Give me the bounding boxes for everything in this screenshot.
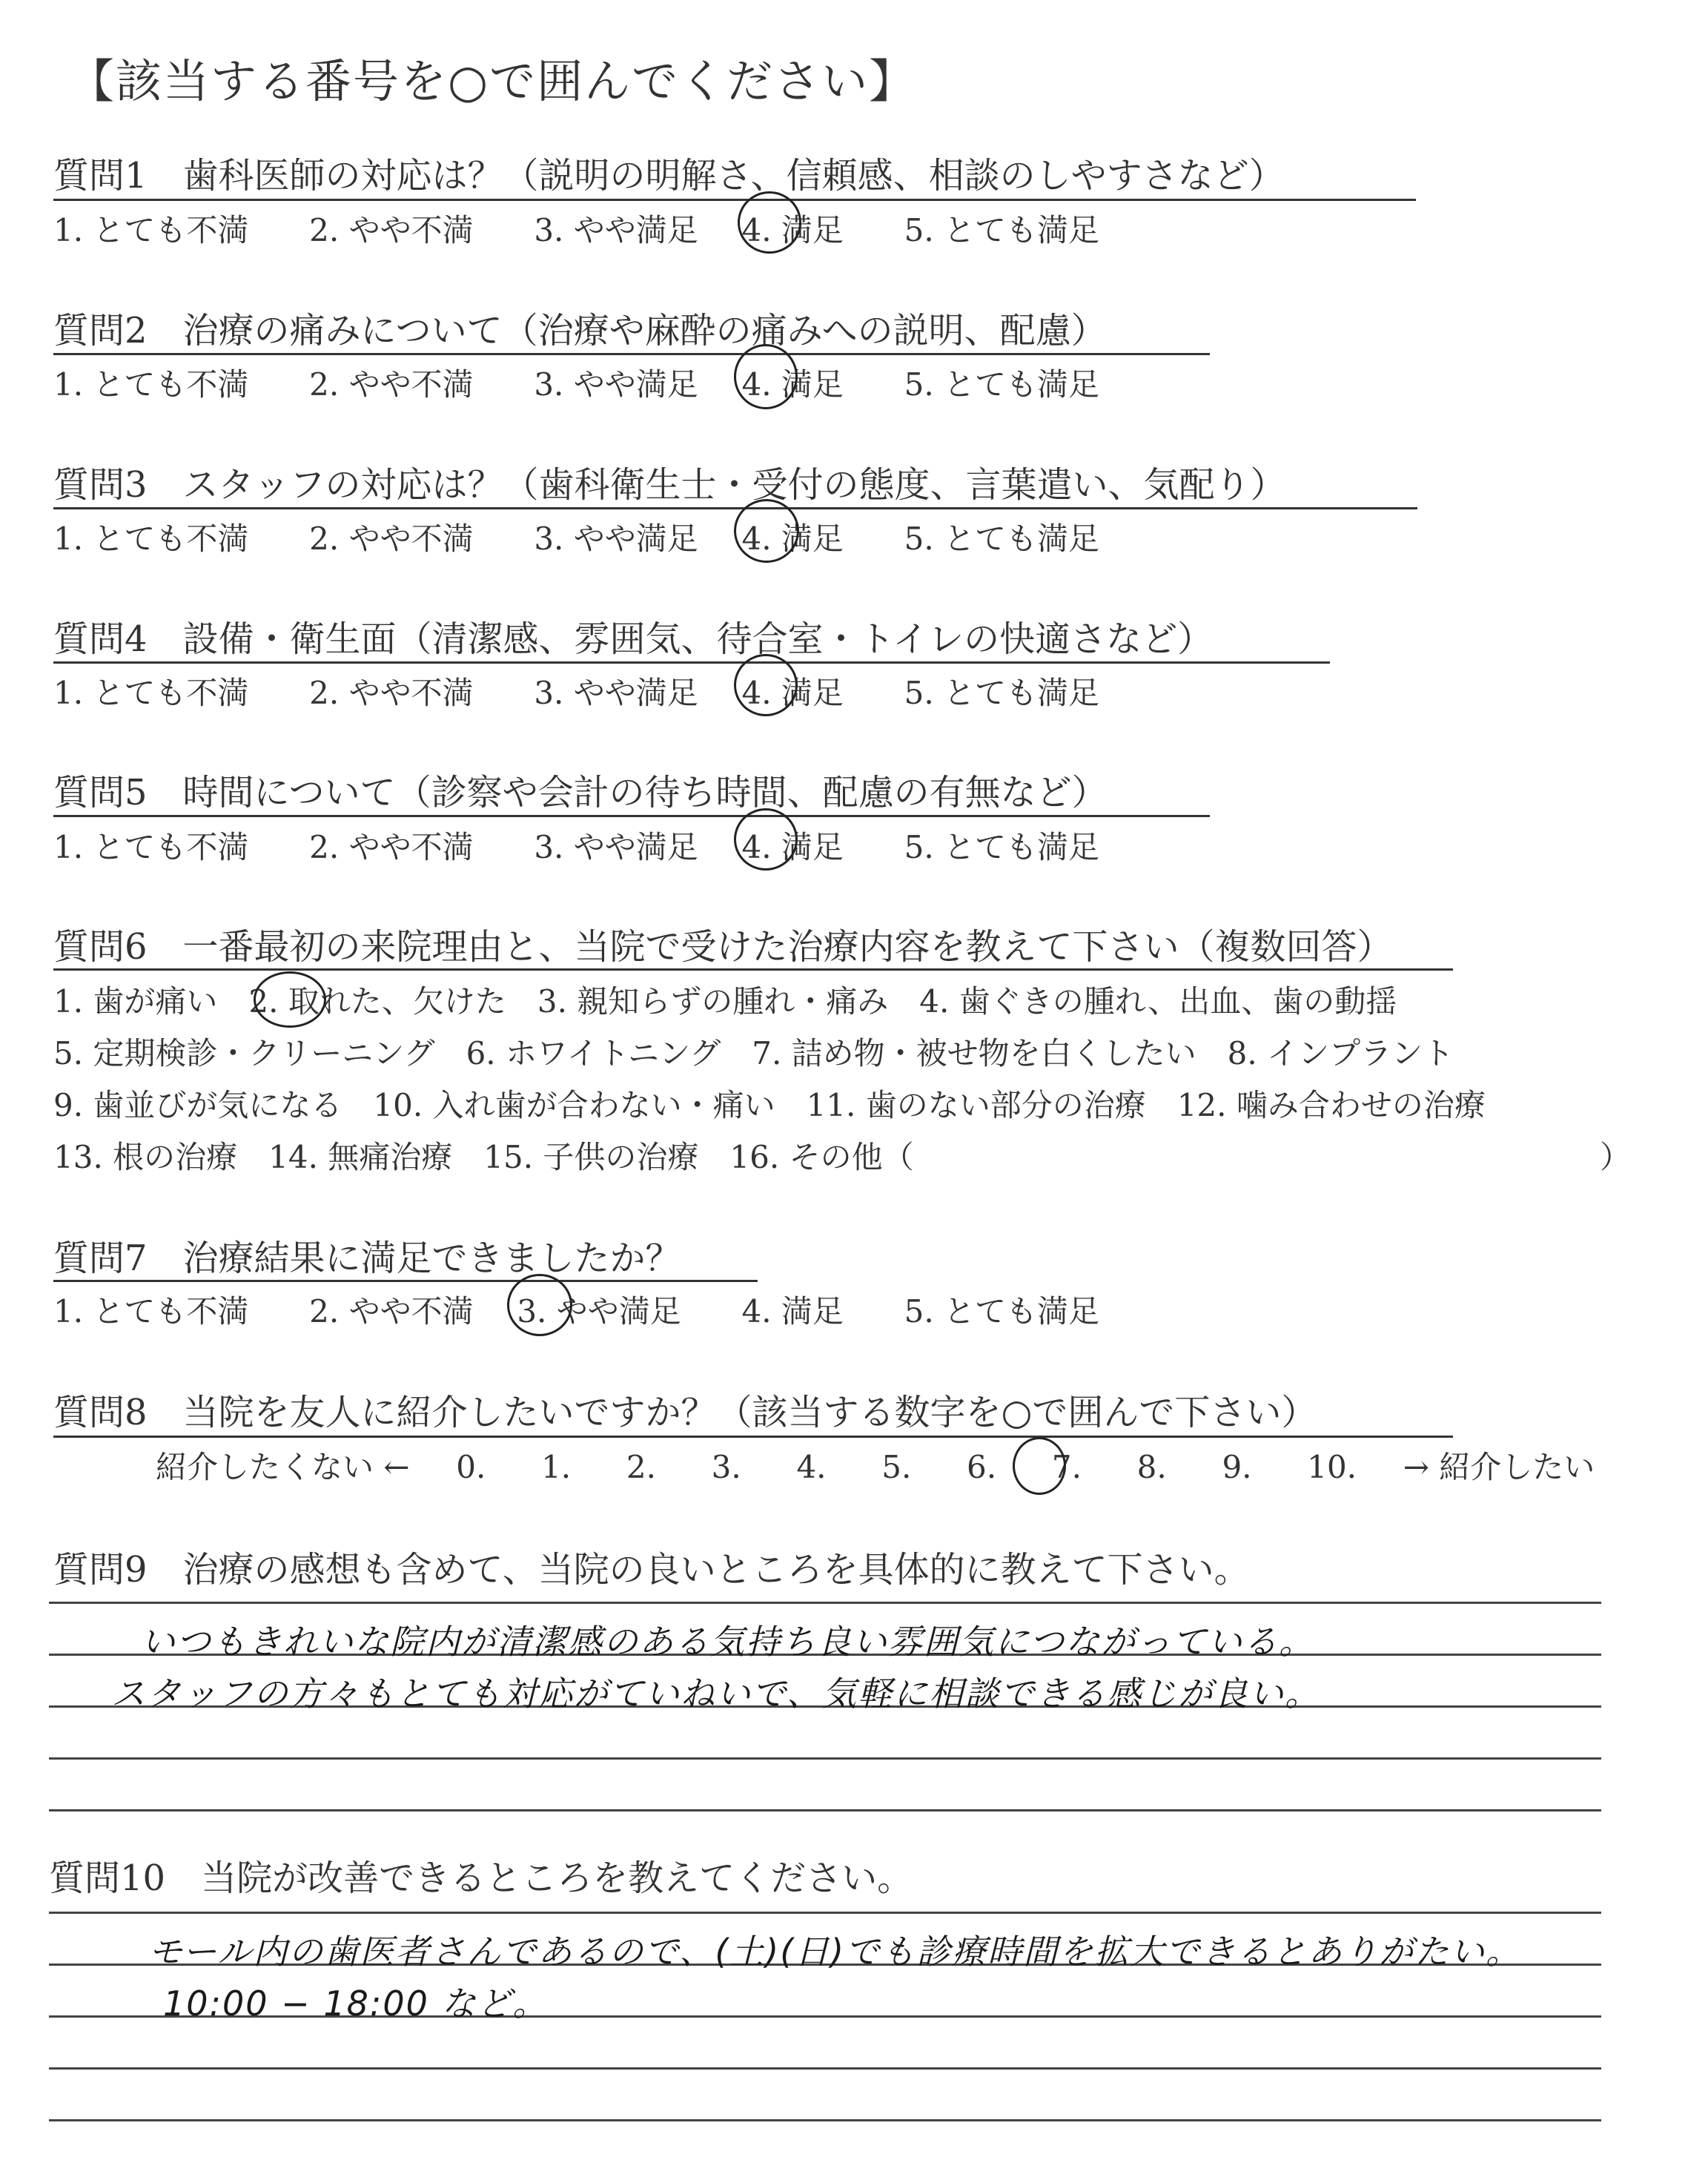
option-2[interactable]: 2. やや不満 [309, 829, 474, 865]
scale-9[interactable]: 9. [1222, 1449, 1252, 1485]
question-7-underline [53, 1280, 758, 1282]
question-4-label: 質問4 設備・衛生面（清潔感、雰囲気、待合室・トイレの快適さなど） [53, 618, 1214, 660]
option-5[interactable]: 5. とても満足 [904, 212, 1100, 248]
scale-1[interactable]: 1. [541, 1449, 572, 1485]
question-3-label: 質問3 スタッフの対応は？（歯科衛生士・受付の態度、言葉遣い、気配り） [53, 464, 1286, 506]
answer-rule [49, 1757, 1601, 1760]
option-1[interactable]: 1. とても不満 [53, 366, 249, 403]
question-8-label: 質問8 当院を友人に紹介したいですか？（該当する数字を○で囲んで下さい） [53, 1392, 1317, 1433]
answer-circle [734, 654, 798, 716]
answer-rule [49, 1602, 1601, 1604]
scale-7[interactable]: 7. [1051, 1449, 1082, 1485]
question-6-row-2[interactable]: 5. 定期検診・クリーニング 6. ホワイトニング 7. 詰め物・被せ物を白くしたい 8. インプラント [53, 1035, 1454, 1071]
answer-rule [49, 2119, 1601, 2121]
option-3[interactable]: 3. やや満足 [534, 521, 698, 557]
scale-2[interactable]: 2. [626, 1449, 656, 1485]
scale-10[interactable]: 10. [1307, 1449, 1357, 1485]
option-2[interactable]: 2. やや不満 [309, 675, 474, 711]
question-6-label: 質問6 一番最初の来院理由と、当院で受けた治療内容を教えて下さい（複数回答） [53, 926, 1393, 968]
question-1-options [53, 206, 1099, 251]
scale-6[interactable]: 6. [967, 1449, 997, 1485]
option-4[interactable]: 4. 満足 [741, 212, 844, 248]
answer-circle [734, 499, 799, 563]
question-5-label: 質問5 時間について（診察や会計の待ち時間、配慮の有無など） [53, 772, 1108, 813]
scale-right-label: → 紹介したい [1403, 1449, 1595, 1485]
option-1[interactable]: 1. とても不満 [53, 212, 249, 248]
option-2[interactable]: 2. やや不満 [309, 212, 474, 248]
question-6-row-1[interactable]: 1. 歯が痛い 2. 取れた、欠けた 3. 親知らずの腫れ・痛み 4. 歯ぐきの腫れ、出血、歯の動揺 [53, 983, 1397, 1020]
answer-rule [49, 1809, 1601, 1811]
question-3-underline [53, 507, 1417, 509]
question-6-row-3[interactable]: 9. 歯並びが気になる 10. 入れ歯が合わない・痛い 11. 歯のない部分の治療 12. 噛み合わせの治療 [53, 1087, 1486, 1123]
q10-answer-line-2[interactable]: 10:00 − 18:00 など。 [163, 1984, 549, 2024]
scale-3[interactable]: 3. [711, 1449, 741, 1485]
scale-0[interactable]: 0. [456, 1449, 486, 1485]
option-5[interactable]: 5. とても満足 [904, 675, 1100, 711]
scale-left-label: 紹介したくない ← [156, 1449, 410, 1485]
question-5-underline [53, 815, 1210, 817]
question-9-label: 質問9 治療の感想も含めて、当院の良いところを具体的に教えて下さい。 [53, 1549, 1250, 1591]
option-2[interactable]: 2. やや不満 [309, 521, 474, 557]
answer-circle [254, 971, 326, 1028]
option-4[interactable]: 4. 満足 [741, 366, 844, 403]
answer-rule [49, 2067, 1601, 2070]
option-1[interactable]: 1. とても不満 [53, 675, 249, 711]
option-5[interactable]: 5. とても満足 [904, 1293, 1100, 1330]
answer-circle [734, 808, 798, 871]
question-2-underline [53, 353, 1210, 355]
answer-circle [1013, 1437, 1066, 1495]
option-4[interactable]: 4. 満足 [741, 675, 844, 711]
question-5-options [53, 823, 1099, 868]
answer-circle [507, 1274, 572, 1336]
option-5[interactable]: 5. とても満足 [904, 521, 1100, 557]
option-3[interactable]: 3. やや満足 [534, 829, 698, 865]
question-4-options [53, 669, 1099, 713]
option-4[interactable]: 4. 満足 [741, 829, 844, 865]
option-1[interactable]: 1. とても不満 [53, 829, 249, 865]
question-10-label: 質問10 当院が改善できるところを教えてください。 [49, 1857, 913, 1899]
option-3[interactable]: 3. やや満足 [534, 366, 698, 403]
q9-answer-line-1[interactable]: いつもきれいな院内が清潔感のある気持ち良い雰囲気につながっている。 [141, 1622, 1315, 1662]
option-3[interactable]: 3. やや満足 [534, 212, 698, 248]
page-title: 【該当する番号を○で囲んでください】 [68, 54, 917, 108]
scale-5[interactable]: 5. [881, 1449, 912, 1485]
answer-circle [738, 191, 801, 254]
question-7-label: 質問7 治療結果に満足できましたか？ [53, 1238, 681, 1279]
option-4[interactable]: 4. 満足 [741, 521, 844, 557]
scale-4[interactable]: 4. [796, 1449, 827, 1485]
question-7-options [53, 1287, 1099, 1332]
question-2-label: 質問2 治療の痛みについて（治療や麻酔の痛みへの説明、配慮） [53, 310, 1107, 351]
option-3[interactable]: 3. やや満足 [534, 675, 698, 711]
option-4[interactable]: 4. 満足 [741, 1293, 844, 1330]
option-3[interactable]: 3. やや満足 [517, 1293, 681, 1330]
option-1[interactable]: 1. とても不満 [53, 521, 249, 557]
question-1-underline [53, 199, 1416, 201]
question-3-options [53, 515, 1099, 559]
option-2[interactable]: 2. やや不満 [309, 1293, 474, 1330]
option-5[interactable]: 5. とても満足 [904, 829, 1100, 865]
question-1-label: 質問1 歯科医師の対応は？（説明の明解さ、信頼感、相談のしやすさなど） [53, 155, 1285, 196]
question-6-underline [53, 968, 1453, 971]
question-4-underline [53, 661, 1330, 664]
other-close-paren: ） [1600, 1139, 1632, 1175]
referral-scale [156, 1443, 1595, 1487]
option-5[interactable]: 5. とても満足 [904, 366, 1100, 403]
question-8-underline [53, 1436, 1453, 1438]
question-2-options [53, 360, 1099, 405]
q10-answer-line-1[interactable]: モール内の歯医者さんであるので、(土)(日)でも診療時間を拡大できるとありがたい。 [148, 1932, 1522, 1972]
answer-circle [734, 344, 798, 409]
question-6-row-4[interactable]: 13. 根の治療 14. 無痛治療 15. 子供の治療 16. その他（ [53, 1139, 914, 1175]
option-1[interactable]: 1. とても不満 [53, 1293, 249, 1330]
q9-answer-line-2[interactable]: スタッフの方々もとても対応がていねいで、気軽に相談できる感じが良い。 [111, 1674, 1321, 1714]
option-2[interactable]: 2. やや不満 [309, 366, 474, 403]
scale-8[interactable]: 8. [1136, 1449, 1167, 1485]
answer-rule [49, 1912, 1601, 1914]
